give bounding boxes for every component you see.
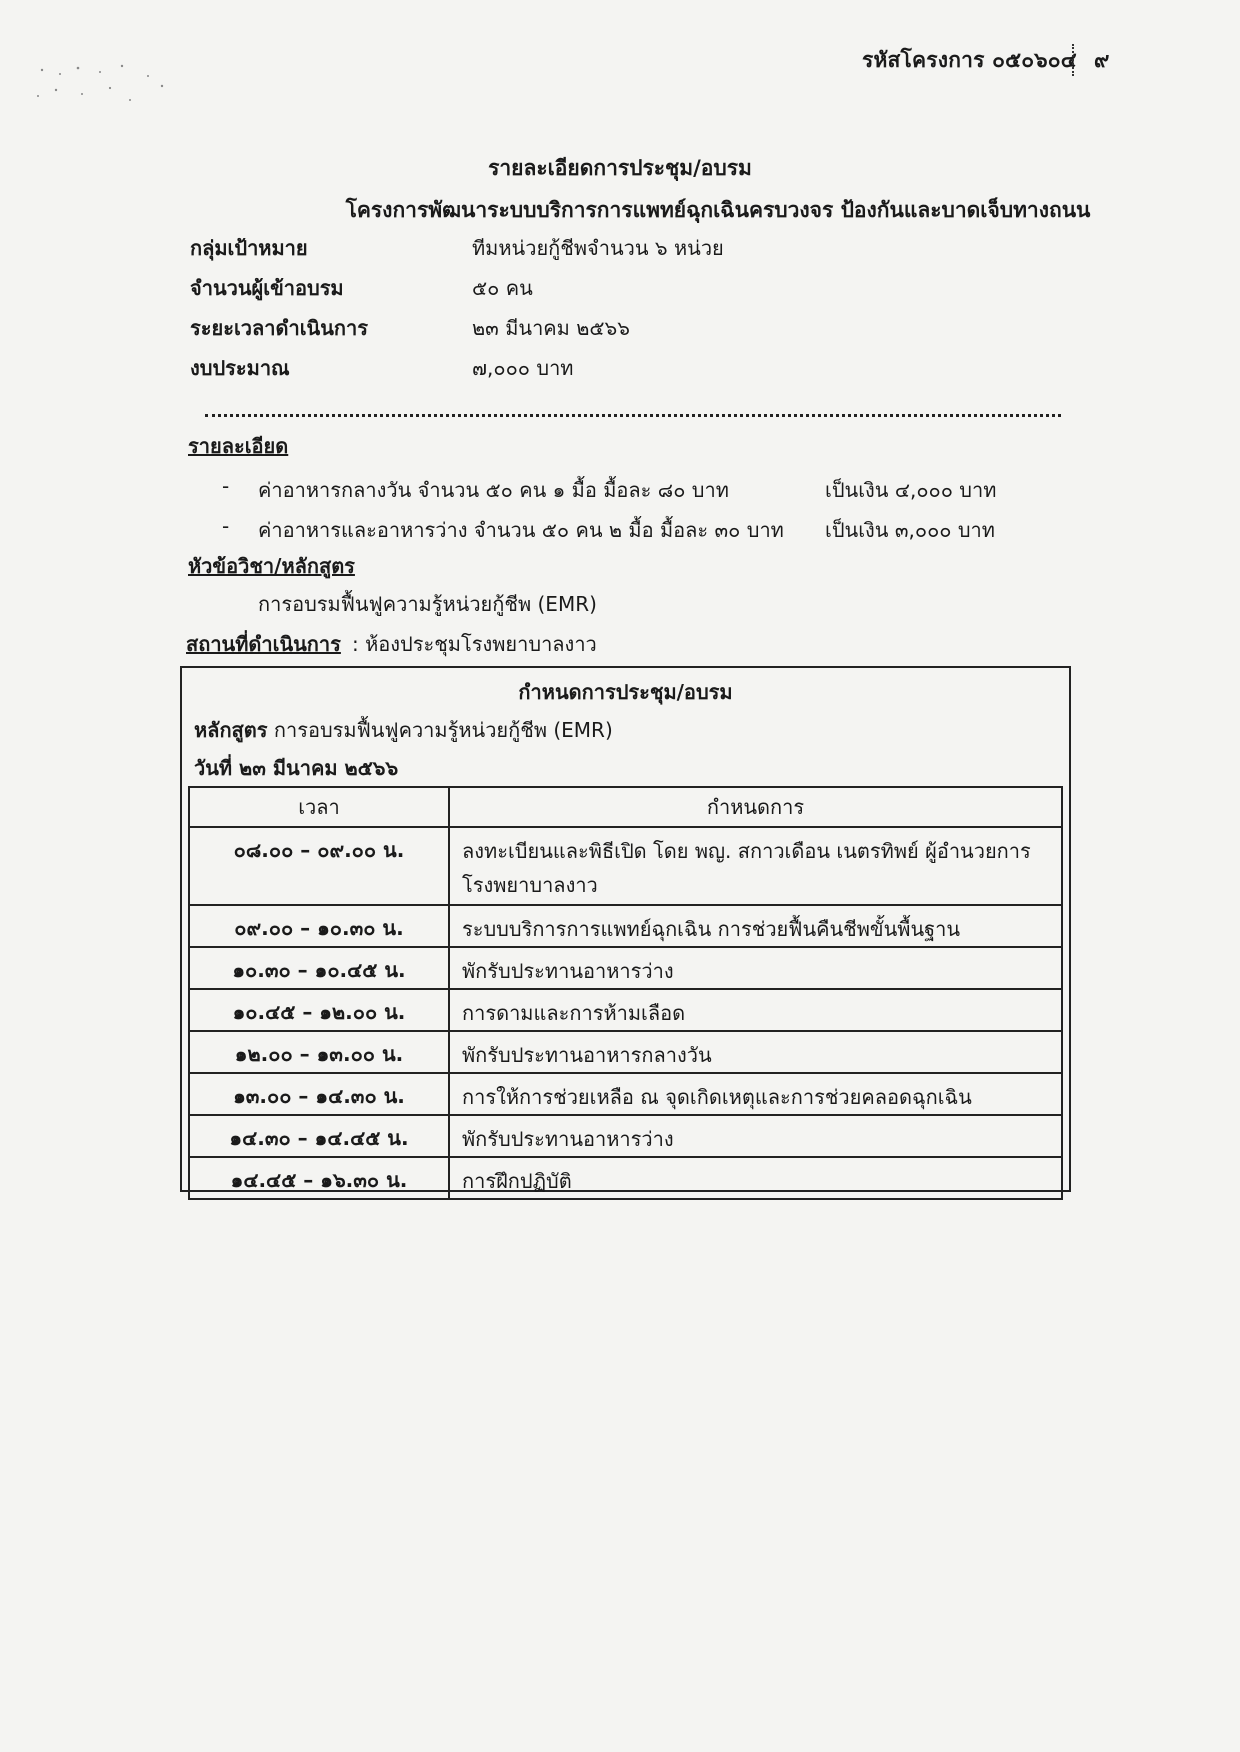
details-item-lunch: ค่าอาหารกลางวัน จำนวน ๕๐ คน ๑ มื้อ มื้อละ ๘๐ บาท (258, 478, 729, 502)
table-row (189, 827, 1062, 905)
info-label-attendees: จำนวนผู้เข้าอบรม (190, 276, 344, 300)
info-label-target: กลุ่มเป้าหมาย (190, 236, 308, 260)
header-separator (1072, 44, 1074, 76)
row-time: ๑๓.๐๐ – ๑๔.๓๐ น. (189, 1073, 449, 1115)
details-heading: รายละเอียด (188, 434, 289, 458)
table-header-row (189, 787, 1062, 827)
row-activity (449, 827, 1062, 905)
info-value-attendees: ๕๐ คน (472, 276, 533, 300)
row-time: ๑๒.๐๐ – ๑๓.๐๐ น. (189, 1031, 449, 1073)
row-time: ๑๐.๔๕ – ๑๒.๐๐ น. (189, 989, 449, 1031)
project-code: รหัสโครงการ ๐๕๐๖๐๔ (862, 48, 1077, 72)
schedule-title: กำหนดการประชุม/อบรม (518, 680, 733, 704)
details-item-snack: ค่าอาหารและอาหารว่าง จำนวน ๕๐ คน ๒ มื้อ มื้อละ ๓๐ บาท (258, 518, 784, 542)
subject-text: การอบรมฟื้นฟูความรู้หน่วยกู้ชีพ (EMR) (258, 592, 597, 616)
table-row (189, 1073, 1062, 1115)
page-number: ๙ (1094, 48, 1110, 72)
schedule-course-name: การอบรมฟื้นฟูความรู้หน่วยกู้ชีพ (EMR) (273, 718, 613, 742)
row-activity-line: โรงพยาบาลงาว (462, 873, 598, 897)
column-header-time: เวลา (189, 787, 449, 827)
info-value-budget: ๗,๐๐๐ บาท (472, 356, 574, 380)
details-bullet: - (222, 474, 230, 498)
table-row (189, 905, 1062, 947)
row-activity: การฝึกปฏิบัติ (449, 1157, 1062, 1199)
row-time: ๐๙.๐๐ – ๑๐.๓๐ น. (189, 905, 449, 947)
venue-heading: สถานที่ดำเนินการ (186, 632, 341, 656)
schedule-box (180, 666, 1071, 1192)
row-activity: การให้การช่วยเหลือ ณ จุดเกิดเหตุและการช่วยคลอดฉุกเฉิน (449, 1073, 1062, 1115)
schedule-course (194, 714, 613, 746)
row-activity: พักรับประทานอาหารว่าง (449, 1115, 1062, 1157)
row-activity-line: ลงทะเบียนและพิธีเปิด โดย พญ. สกาวเดือน เนตรทิพย์ ผู้อำนวยการ (462, 839, 1031, 863)
schedule-date: วันที่ ๒๓ มีนาคม ๒๕๖๖ (194, 756, 399, 780)
table-row (189, 1115, 1062, 1157)
row-time: ๐๘.๐๐ – ๐๙.๐๐ น. (189, 827, 449, 905)
document-title: รายละเอียดการประชุม/อบรม (488, 156, 752, 180)
subject-heading: หัวข้อวิชา/หลักสูตร (188, 554, 355, 578)
info-label-budget: งบประมาณ (190, 356, 290, 380)
info-value-duration: ๒๓ มีนาคม ๒๕๖๖ (472, 316, 630, 340)
details-bullet: - (222, 514, 230, 538)
row-activity: พักรับประทานอาหารว่าง (449, 947, 1062, 989)
details-amount-snack: เป็นเงิน ๓,๐๐๐ บาท (825, 518, 995, 542)
venue-text: : ห้องประชุมโรงพยาบาลงาว (352, 632, 597, 656)
info-value-target: ทีมหน่วยกู้ชีพจำนวน ๖ หน่วย (472, 236, 724, 260)
schedule-table (188, 786, 1063, 1200)
row-activity: การดามและการห้ามเลือด (449, 989, 1062, 1031)
table-row (189, 989, 1062, 1031)
info-label-duration: ระยะเวลาดำเนินการ (190, 316, 368, 340)
project-title: โครงการพัฒนาระบบบริการการแพทย์ฉุกเฉินครบวงจร ป้องกันและบาดเจ็บทางถนน (345, 198, 1091, 222)
row-time: ๑๔.๓๐ – ๑๔.๔๕ น. (189, 1115, 449, 1157)
table-row (189, 947, 1062, 989)
table-row (189, 1031, 1062, 1073)
row-activity: ระบบบริการการแพทย์ฉุกเฉิน การช่วยฟื้นคืนชีพขั้นพื้นฐาน (449, 905, 1062, 947)
dotted-divider (205, 414, 1061, 417)
row-time: ๑๐.๓๐ – ๑๐.๔๕ น. (189, 947, 449, 989)
table-row (189, 1157, 1062, 1199)
schedule-course-label: หลักสูตร (194, 718, 268, 742)
row-time: ๑๔.๔๕ – ๑๖.๓๐ น. (189, 1157, 449, 1199)
column-header-activity: กำหนดการ (449, 787, 1062, 827)
details-amount-lunch: เป็นเงิน ๔,๐๐๐ บาท (825, 478, 997, 502)
scan-specks (30, 60, 180, 130)
row-activity: พักรับประทานอาหารกลางวัน (449, 1031, 1062, 1073)
